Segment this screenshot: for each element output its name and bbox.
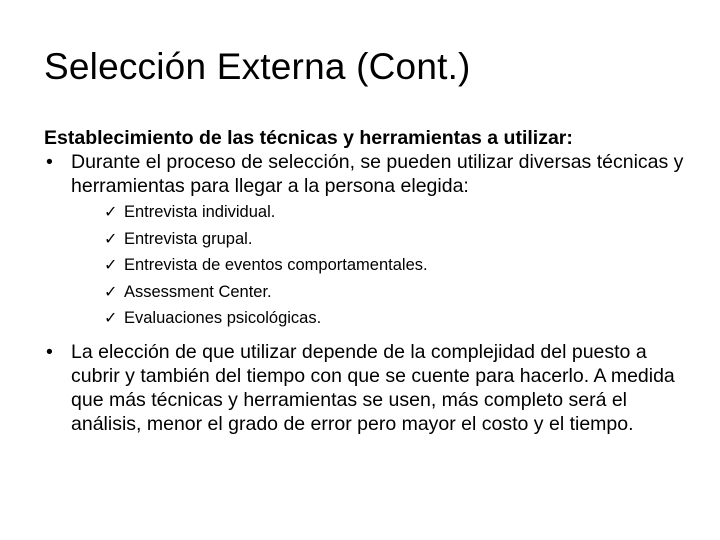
bullet-icon: • [46,340,53,363]
bullet-item [44,150,684,198]
section-subheading: Establecimiento de las técnicas y herramientas a utilizar: [44,127,573,149]
checkmark-icon: ✓ [104,281,118,301]
checklist-item [104,226,684,253]
checkmark-icon: ✓ [104,228,118,248]
bullet-item [44,340,684,436]
checkmark-icon: ✓ [104,255,118,274]
checkmark-icon: ✓ [104,308,118,327]
checklist-item [104,305,684,332]
checklist-item-label: Entrevista individual. [124,203,276,221]
checkmark-icon: ✓ [104,202,118,221]
technique-checklist [104,199,684,332]
checklist-item-label: Entrevista de eventos comportamentales. [124,256,428,274]
bullet-icon: • [46,151,53,173]
bullet-text: Durante el proceso de selección, se pueden utilizar diversas técnicas y herramientas para llegar a la persona elegida: [71,151,684,197]
slide-title: Selección Externa (Cont.) [44,46,471,87]
slide-content [44,126,684,436]
checklist-item-label: Entrevista grupal. [124,229,253,248]
checklist-item-label: Assessment Center. [124,282,272,301]
bullet-text: La elección de que utilizar depende de la complejidad del puesto a cubrir y también del tiempo con que se cuente para hacerlo. A medida que más técnicas y herramientas se usen, más completo será el análisis, menor el grado de error pero mayor el costo y el tiempo. [71,340,675,435]
checklist-item-label: Evaluaciones psicológicas. [124,309,322,327]
checklist-item [104,199,684,226]
checklist-item [104,252,684,279]
checklist-item [104,279,684,306]
